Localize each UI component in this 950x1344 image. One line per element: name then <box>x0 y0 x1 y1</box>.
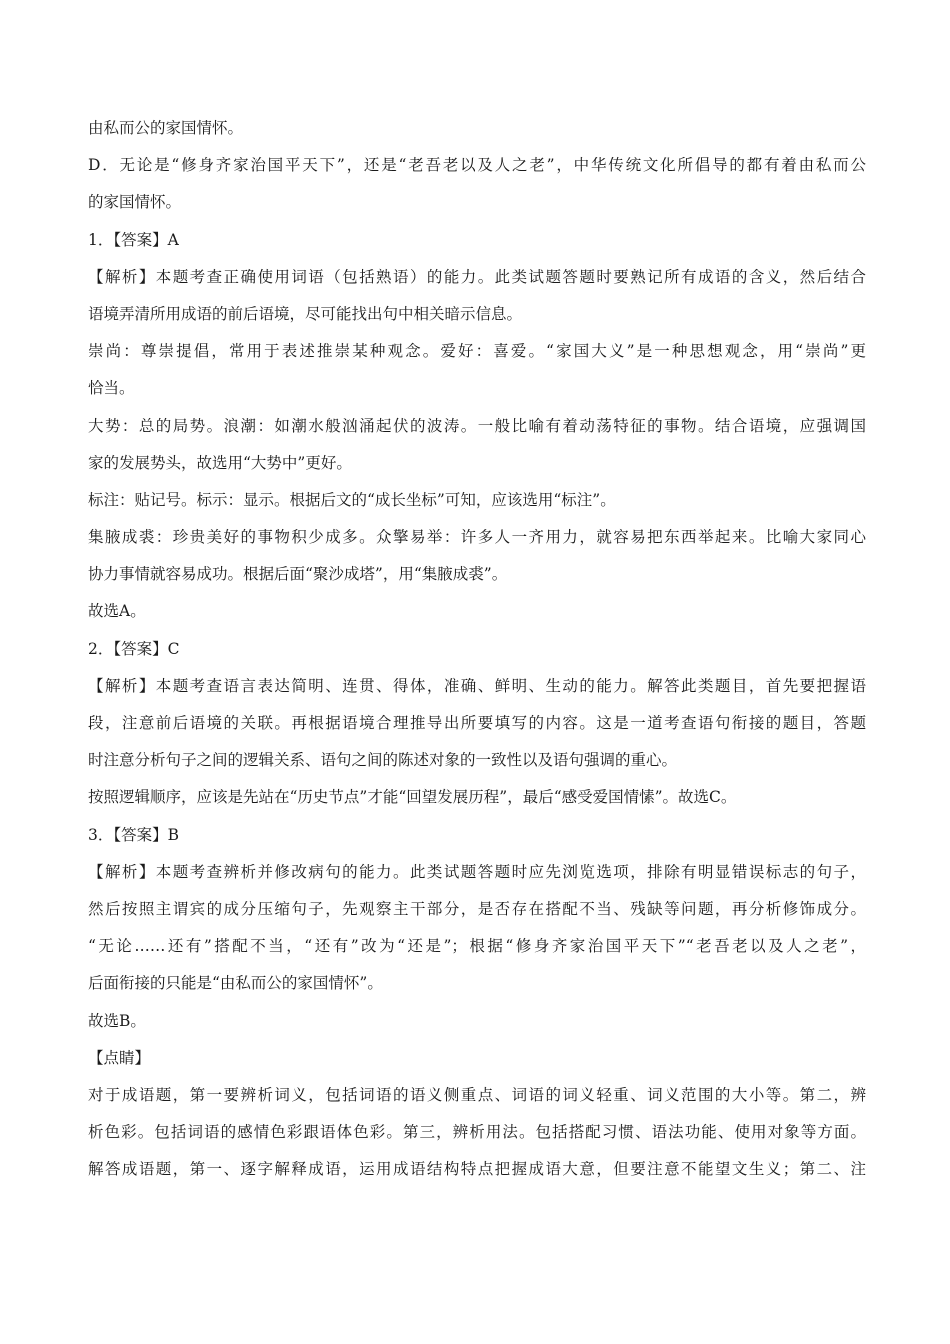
text-line: 析色彩。包括词语的感情色彩跟语体色彩。第三，辨析用法。包括搭配习惯、语法功能、使用对象等方面。 <box>88 1123 866 1142</box>
text-line: 大势：总的局势。浪潮：如潮水般汹涌起伏的波涛。一般比喻有着动荡特征的事物。结合语境，应强调国 <box>88 416 866 435</box>
text-line: 然后按照主谓宾的成分压缩句子，先观察主干部分，是否存在搭配不当、残缺等问题，再分析修饰成分。 <box>88 899 866 918</box>
text-line: 【解析】本题考查正确使用词语（包括熟语）的能力。此类试题答题时要熟记所有成语的含义，然后结合 <box>88 267 866 286</box>
text-line: 集腋成裘：珍贵美好的事物积少成多。众擎易举：许多人一齐用力，就容易把东西举起来。比喻大家同心 <box>88 528 866 547</box>
text-line: 3．【答案】B <box>88 825 180 844</box>
text-line: 解答成语题，第一、逐字解释成语，运用成语结构特点把握成语大意，但要注意不能望文生义；第二、注 <box>88 1160 866 1179</box>
text-line: 1．【答案】A <box>88 230 179 249</box>
text-line: 的家国情怀。 <box>88 193 182 212</box>
text-line: 语境弄清所用成语的前后语境，尽可能找出句中相关暗示信息。 <box>88 304 523 323</box>
text-line: 时注意分析句子之间的逻辑关系、语句之间的陈述对象的一致性以及语句强调的重心。 <box>88 751 678 770</box>
text-line: 按照逻辑顺序，应该是先站在“历史节点”才能“回望发展历程”，最后“感受爱国情愫”。故选C。 <box>88 788 737 807</box>
text-line: 标注：贴记号。标示：显示。根据后文的“成长坐标”可知，应该选用“标注”。 <box>88 490 616 509</box>
text-line: 恰当。 <box>88 379 135 398</box>
text-line: 故选B。 <box>88 1011 146 1030</box>
text-line: 【解析】本题考查语言表达简明、连贯、得体，准确、鲜明、生动的能力。解答此类题目，首先要把握语 <box>88 676 866 695</box>
text-line: 【点睛】 <box>88 1048 151 1067</box>
text-line: 由私而公的家国情怀。 <box>88 119 244 137</box>
text-line: 2．【答案】C <box>88 639 180 658</box>
text-line: D．无论是“修身齐家治国平天下”，还是“老吾老以及人之老”，中华传统文化所倡导的都有着由私而公 <box>88 156 866 175</box>
text-line: 家的发展势头，故选用“大势中”更好。 <box>88 453 352 472</box>
text-line: 段，注意前后语境的关联。再根据语境合理推导出所要填写的内容。这是一道考查语句衔接的题目，答题 <box>88 714 866 732</box>
text-line: 对于成语题，第一要辨析词义，包括词语的语义侧重点、词语的词义轻重、词义范围的大小等。第二，辨 <box>88 1085 866 1104</box>
text-line: 后面衔接的只能是“由私而公的家国情怀”。 <box>88 974 383 993</box>
document-page <box>88 118 866 1196</box>
text-line: 【解析】本题考查辨析并修改病句的能力。此类试题答题时应先浏览选项，排除有明显错误标志的句子， <box>88 862 866 881</box>
text-line: “无论……还有”搭配不当，“还有”改为“还是”；根据“修身齐家治国平天下”“老吾老以及人之老”， <box>88 937 866 956</box>
text-line: 协力事情就容易成功。根据后面“聚沙成塔”，用“集腋成裘”。 <box>88 565 508 584</box>
text-line: 故选A。 <box>88 602 146 621</box>
text-line: 崇尚：尊崇提倡，常用于表述推崇某种观念。爱好：喜爱。“家国大义”是一种思想观念，用“崇尚”更 <box>88 342 866 361</box>
